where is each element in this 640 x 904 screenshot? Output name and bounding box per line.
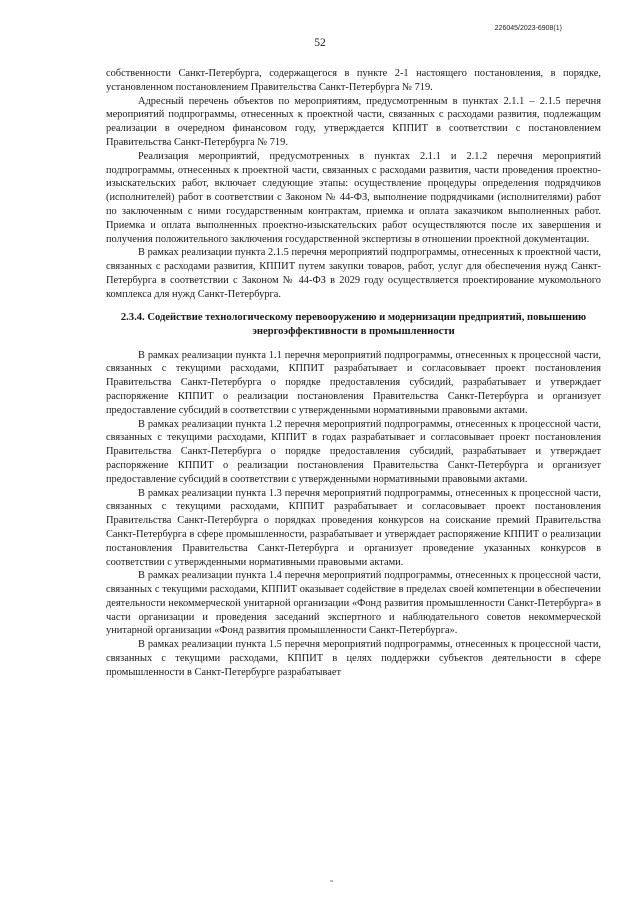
paragraph: Реализация мероприятий, предусмотренных в пунктах 2.1.1 и 2.1.2 перечня мероприятий подпрограммы, отнесенных к проектной части, связанных с расходами развития, части проведения проектно-изыскательских работ, включает следующие этапы: осуществление процедуры определения подрядчиков (исполнителей) работ в соответствии с Законом № 44-ФЗ, выполнение подрядчиками (исполнителями) работ по заключенным с ними государственным контрактам, приемка и оплата заказчиком выполненных работ. Приемка и оплата выполненных проектно-изыскательских работ осуществляются после их завершения и получения положительного заключения государственной экспертизы в отношении проектной документации.	[106, 150, 601, 245]
section-heading: 2.3.4. Содействие технологическому перевооружению и модернизации предприятий, повышению энергоэффективности в промышленности	[120, 311, 587, 337]
paragraph: В рамках реализации пункта 2.1.5 перечня мероприятий подпрограммы, отнесенных к проектной части, связанных с расходами развития, КППИТ путем закупки товаров, работ, услуг для обеспечения нужд Санкт-Петербурга в соответствии с Законом № 44-ФЗ в 2029 году осуществляется проектирование мукомольного комплекса для нужд Санкт-Петербурга.	[106, 247, 601, 300]
paragraph: собственности Санкт-Петербурга, содержащегося в пункте 2-1 настоящего постановления, в порядке, установленном постановлением Правительства Санкт-Петербурга № 719.	[106, 68, 601, 93]
paragraph: В рамках реализации пункта 1.5 перечня мероприятий подпрограммы, отнесенных к процессной части, связанных с текущими расходами, КППИТ в целях поддержки субъектов деятельности в сфере промышленности в Санкт-Петербурге разрабатывает	[106, 639, 601, 678]
paragraph: В рамках реализации пункта 1.2 перечня мероприятий подпрограммы, отнесенных к процессной части, связанных с текущими расходами, КППИТ в годах разрабатывает и согласовывает проект постановления Правительства Санкт-Петербурга о порядке предоставления субсидий, разрабатывает и утверждает распоряжение КППИТ о реализации постановления Правительства Санкт-Петербурга и организует предоставление субсидий в соответствии с утвержденными нормативными правовыми актами.	[106, 418, 601, 485]
document-id: 226045/2023-6908(1)	[494, 25, 562, 32]
paragraph: В рамках реализации пункта 1.1 перечня мероприятий подпрограммы, отнесенных к процессной части, связанных с текущими расходами, КППИТ разрабатывает и согласовывает проект постановления Правительства Санкт-Петербурга о порядке предоставления субсидий, разрабатывает и утверждает распоряжение КППИТ о реализации постановления Правительства Санкт-Петербурга и организует предоставление субсидий в соответствии с утвержденными нормативными правовыми актами.	[106, 349, 601, 416]
scan-artifact	[330, 880, 333, 882]
paragraph: В рамках реализации пункта 1.3 перечня мероприятий подпрограммы, отнесенных к процессной части, связанных с текущими расходами, КППИТ разрабатывает и согласовывает проект постановления Правительства Санкт-Петербурга о порядках проведения конкурсов на соискание премий Правительства Санкт-Петербурга в сфере промышленности, разрабатывает и утверждает распоряжение КППИТ о реализации постановления Правительства Санкт-Петербурга и организует проведение указанных конкурсов в соответствии с утвержденными нормативными правовыми актами.	[106, 487, 601, 568]
paragraph: В рамках реализации пункта 1.4 перечня мероприятий подпрограммы, отнесенных к процессной части, связанных с текущими расходами, КППИТ оказывает содействие в пределах своей компетенции в обеспечении деятельности некоммерческой унитарной организации «Фонд развития промышленности Санкт-Петербурга» в части организации и проведения заседаний экспертного и наблюдательного советов некоммерческой унитарной организации «Фонд развития промышленности Санкт-Петербурга».	[106, 570, 601, 637]
document-body	[106, 67, 601, 680]
paragraph: Адресный перечень объектов по мероприятиям, предусмотренным в пунктах 2.1.1 – 2.1.5 перечня мероприятий подпрограммы, отнесенных к проектной части, связанных с расходами развития, подлежащим реализации в очередном финансовом году, утверждается КППИТ в соответствии с постановлением Правительства Санкт-Петербурга № 719.	[106, 95, 601, 148]
page-number: 52	[314, 37, 326, 49]
